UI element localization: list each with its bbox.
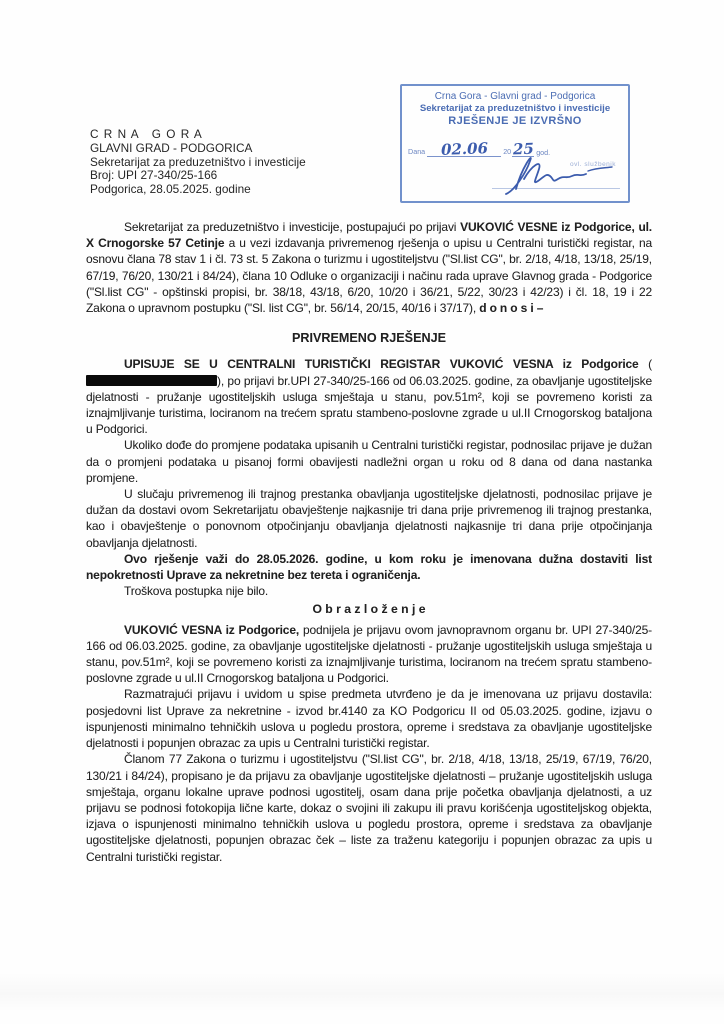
letterhead-country: C R N A G O R A — [90, 127, 203, 141]
executory-stamp — [400, 84, 630, 203]
decision-title: PRIVREMENO RJEŠENJE — [292, 331, 446, 346]
registry-entry-paren: ( — [638, 357, 653, 372]
signature-icon — [488, 149, 618, 195]
registry-entry-bold: UPISUJE SE U CENTRALNI TURISTIČKI REGISTAR VUKOVIĆ VESNA iz Podgorice — [124, 357, 639, 372]
registry-entry-rest: ), po prijavi br.UPI 27-340/25-166 od 06.03.2025. godine, za obavljanje ugostiteljske djelatnosti - pružanje ugostiteljskih usluga smještaja u stanu, pov.51m², koji se povremeno koristi za iznajmljivanje turistima, lociranom na trećem spratu stambeno-poslovne zgrade u ul.II Crnogorskog bataljona u Podgorici. — [86, 373, 652, 437]
intro-lead: Sekretarijat za preduzetništvo i investicije, postupajući po prijavi — [124, 220, 461, 234]
stamp-handwritten-date: 02.06 — [440, 139, 488, 159]
stamp-year-prefix: 20 — [503, 147, 512, 156]
paragraph-change-obligation: Ukoliko dođe do promjene podataka upisanih u Centralni turistički registar, podnosilac prijave je dužan da o promjeni podataka u pisanoj formi obavijesti nadležni organ u roku od 8 dana od dana nastanka promjene. — [86, 438, 652, 485]
intro-legal-basis: a u vezi izdavanja privremenog rješenja o upisu u Centralni turistički registar, na osnovu člana 78 stav 1 i čl. 73 st. 5 Zakona o turizmu i ugostiteljstvu ("Sl.list CG", br. 2/18, 4/18, 13/18, 25/19, 67/19, 76/20, 130/21 i 84/24), člana 10 Odluke o organizaciji i načinu rada uprave Glavnog grada - Podgorice ("Sl.list CG" - opštinski propisi, br. 38/18, 43/18, 6/20, 10/20 i 36/21, 5/22, 30/23 i 42/23) i čl. 18, 19 i 22 Zakona o upravnom postupku ("Sl. list CG", br. 56/14, 20/15, 40/16 i 37/17), — [86, 236, 653, 316]
validity-bold: Ovo rješenje važi do 28.05.2026. godine, u kom roku je imenovana dužna dostaviti list nepokretnosti Uprave za nekretnine bez tereta i ograničenja. — [86, 551, 652, 583]
stamp-signer-note: ovl. službenik — [569, 161, 616, 168]
paragraph-cessation-obligation: U slučaju privremenog ili trajnog prestanka obavljanja ugostiteljske djelatnosti, podnosilac prijave je dužan da dostavi ovom Sekretarijatu obavještenje najkasnije tri dana prije privremenog ili trajnog prestanka, kao i obavještenje o ponovnom otpočinjanju obavljanja djelatnosti najkasnije tri dana prije otpočinjanja obavljanja djelatnosti. — [86, 487, 652, 550]
rationale-application-text: podnijela je prijavu ovom javnopravnom organu br. UPI 27-340/25-166 od 06.03.2025. godine, za obavljanje ugostiteljske djelatnosti - pružanje ugostiteljskih usluga smještaja u stanu, pov.51m², koji se povremeno koristi za iznajmljivanje turistima, lociranom na trećem spratu stambeno-poslovne zgrade u ul.II Crnogorskog bataljona u Podgorici. — [86, 622, 652, 686]
stamp-department-line: Sekretarijat za preduzetništvo i investicije — [419, 103, 611, 114]
paragraph-costs: Troškova postupka nije bilo. — [124, 584, 269, 599]
letterhead-department: Sekretarijat za preduzetništvo i investicije — [90, 154, 306, 169]
stamp-date-label: Dana — [408, 147, 426, 156]
rationale-applicant-bold: VUKOVIĆ VESNA iz Podgorice, — [124, 622, 300, 637]
paragraph-registry-entry — [86, 356, 652, 437]
letterhead — [90, 128, 306, 197]
redaction-box — [86, 375, 217, 386]
paragraph-validity — [86, 551, 652, 583]
document-body — [86, 219, 652, 865]
stamp-org-line: Crna Gora - Glavni grad - Podgorica — [434, 91, 596, 102]
letterhead-place-date: Podgorica, 28.05.2025. godine — [90, 182, 251, 197]
intro-applicant: VUKOVIĆ VESNE iz Podgorice, ul. X Crnogorske 57 Cetinje — [86, 220, 652, 251]
stamp-signature-area — [408, 151, 624, 191]
paragraph-rationale-application — [86, 622, 652, 687]
stamp-status-line: RJEŠENJE JE IZVRŠNO — [448, 115, 582, 127]
paragraph-rationale-evidence: Razmatrajući prijavu i uvidom u spise predmeta utvrđeno je da je imenovana uz prijavu dostavila: posjedovni list Uprave za nekretnine - izvod br.4140 za KO Podgoricu II od 05.03.2025. godine, izjavu o ispunjenosti minimalno tehničkih uslova u pogledu prostora, opreme i sredstava za obavljanje ugostiteljske djelatnosti i popunjen obrazac za upis u Centralni turistički registar. — [86, 687, 652, 751]
paragraph-rationale-article77: Članom 77 Zakona o turizmu i ugostiteljstvu ("Sl.list CG", br. 2/18, 4/18, 13/18, 25/19, 67/19, 76/20, 130/21 i 84/24), propisano je da prijavu za obavljanje ugostiteljske djelatnosti – pružanje ugostiteljskih usluga smještaja, organu lokalne uprave podnosi ugostitelj, osam dana prije početka obavljanja djelatnosti, a uz prijavu se podnosi fotokopija lične karte, dokaz o svojini ili zakupu ili pravu korišćenja ugostiteljskog objekta, izjava o ispunjenosti minimalno tehničkih uslova u pogledu prostora, opreme i sredstava za obavljanje ugostiteljske djelatnosti, popunjen obrazac ček – liste za traženu kategoriju i popunjen obrazac za upis u Centralni turistički registar. — [86, 752, 652, 864]
scan-artifact — [0, 972, 724, 1012]
intro-enacts: d o n o s i – — [479, 301, 544, 316]
paragraph-intro — [86, 219, 652, 316]
letterhead-case-number: Broj: UPI 27-340/25-166 — [90, 168, 218, 183]
letterhead-city: GLAVNI GRAD - PODGORICA — [90, 140, 253, 155]
stamp-year-suffix: god. — [536, 148, 551, 157]
rationale-title: O b r a z l o ž e n j e — [312, 602, 426, 617]
stamp-handwritten-year: 25 — [512, 139, 534, 159]
